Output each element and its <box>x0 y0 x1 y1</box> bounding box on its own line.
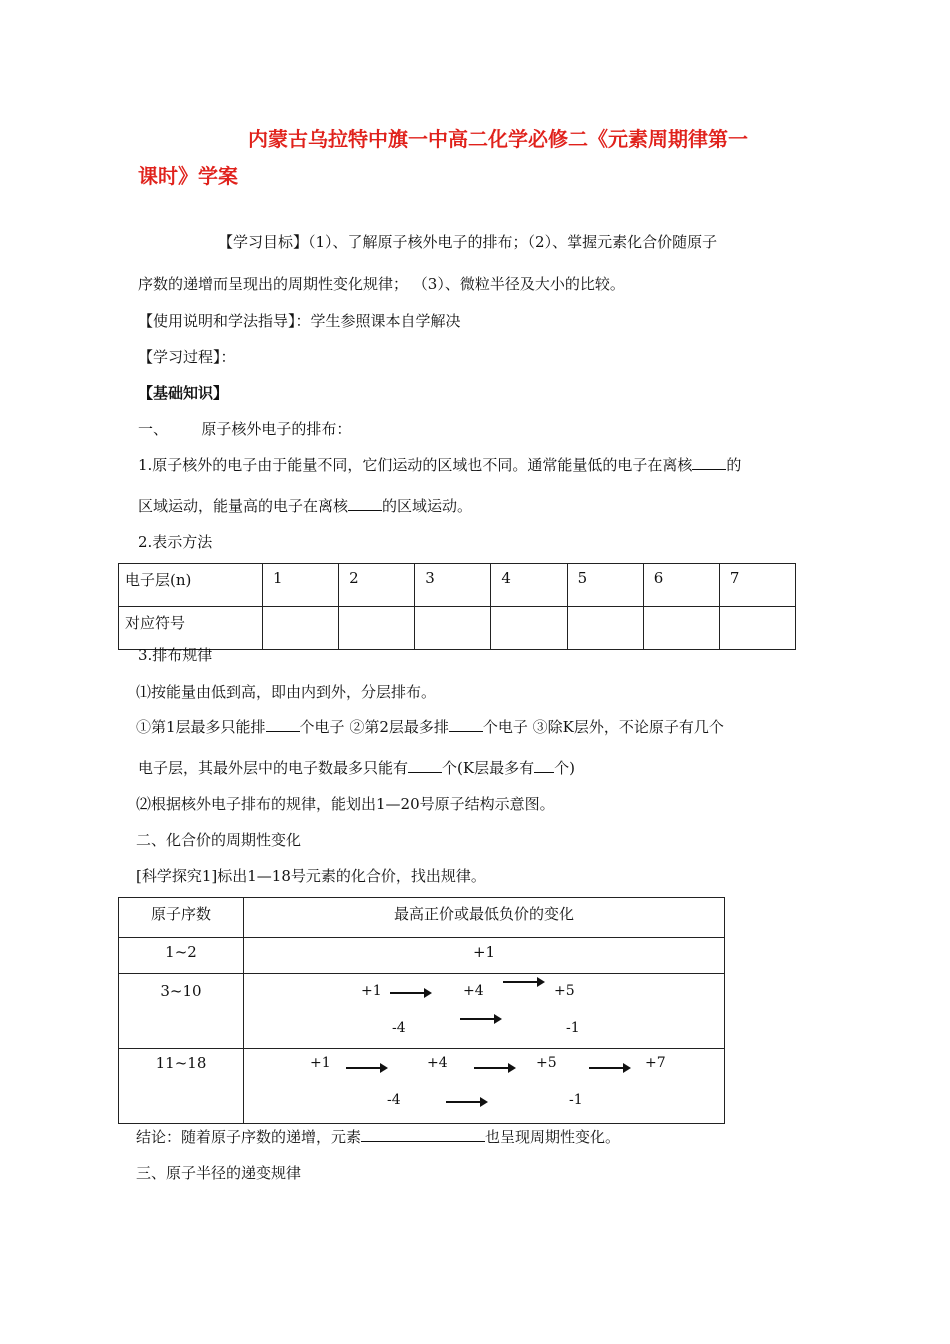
table-cell-empty[interactable] <box>415 607 491 650</box>
valence-value: -4 <box>392 1020 406 1036</box>
rule-text: 个(K层最多有 <box>442 759 535 777</box>
table-cell: 3~10 <box>119 974 244 1049</box>
learning-process: 【学习过程】： <box>138 348 236 366</box>
valence-value: +4 <box>427 1055 448 1071</box>
table-cell-label: 电子层(n) <box>119 564 263 607</box>
valence-value: +7 <box>645 1055 666 1071</box>
table-cell-empty[interactable] <box>567 607 643 650</box>
fill-blank[interactable] <box>361 1127 485 1142</box>
rule-text: ①第1层最多只能排 <box>136 718 266 736</box>
paragraph1-text-a: 1.原子核外的电子由于能量不同，它们运动的区域也不同。通常能量低的电子在离核 <box>138 456 693 474</box>
table-cell-label: 对应符号 <box>119 607 263 650</box>
representation-heading: 2.表示方法 <box>138 533 213 551</box>
table-cell: 6 <box>643 564 719 607</box>
table-cell-empty[interactable] <box>643 607 719 650</box>
table-cell-empty[interactable] <box>719 607 795 650</box>
arrow-right-icon <box>474 1067 514 1069</box>
valence-value: -1 <box>566 1020 580 1036</box>
table-cell: 1~2 <box>119 938 244 974</box>
table-row <box>119 938 725 974</box>
doc-title-line1: 内蒙古乌拉特中旗一中高二化学必修二《元素周期律第一 <box>248 127 748 151</box>
conclusion <box>136 1127 620 1147</box>
electron-shell-table <box>118 563 796 650</box>
learning-goals-line2: 序数的递增而呈现出的周期性变化规律； （3）、微粒半径及大小的比较。 <box>138 275 625 293</box>
table-cell-valence <box>244 1049 725 1124</box>
rule-text: 个电子 ③除K层外，不论原子有几个 <box>482 718 724 736</box>
arrangement-heading: 3.排布规律 <box>138 646 213 664</box>
fill-blank[interactable] <box>449 717 483 732</box>
table-header-atomic-number: 原子序数 <box>119 898 244 938</box>
table-header-valence-change: 最高正价或最低负价的变化 <box>244 898 725 938</box>
table-row <box>119 607 796 650</box>
fill-blank[interactable] <box>534 758 554 773</box>
table-row <box>119 564 796 607</box>
valence-value: +4 <box>463 983 484 999</box>
learning-goals-line1: 【学习目标】（1）、了解原子核外电子的排布；（2）、掌握元素化合价随原子 <box>218 233 718 251</box>
rule-text: 个) <box>554 759 575 777</box>
rule-items-line2 <box>138 758 575 778</box>
arrow-right-icon <box>346 1067 386 1069</box>
table-cell: 1 <box>263 564 339 607</box>
table-cell-valence <box>244 974 725 1049</box>
table-cell-empty[interactable] <box>491 607 567 650</box>
fill-blank[interactable] <box>692 455 726 470</box>
conclusion-text: 结论：随着原子序数的递增，元素 <box>136 1128 362 1146</box>
table-cell: 2 <box>339 564 415 607</box>
paragraph1-text-b: 的 <box>726 456 742 474</box>
rule-1: ⑴按能量由低到高，即由内到外，分层排布。 <box>136 683 437 701</box>
paragraph1-line2 <box>138 496 472 516</box>
paragraph1-line1 <box>138 455 741 475</box>
table-cell: 4 <box>491 564 567 607</box>
rule-2: ⑵根据核外电子排布的规律，能划出1—20号原子结构示意图。 <box>136 795 555 813</box>
paragraph1-text-c: 区域运动，能量高的电子在离核 <box>138 497 349 515</box>
fill-blank[interactable] <box>266 717 300 732</box>
valence-value: -1 <box>569 1092 583 1108</box>
table-row <box>119 898 725 938</box>
paragraph1-text-d: 的区域运动。 <box>382 497 473 515</box>
table-cell: 3 <box>415 564 491 607</box>
arrow-right-icon <box>589 1067 629 1069</box>
valence-value: +1 <box>310 1055 331 1071</box>
table-cell-empty[interactable] <box>339 607 415 650</box>
arrow-right-icon <box>503 981 543 983</box>
table-cell: 11~18 <box>119 1049 244 1124</box>
basic-knowledge-heading: 【基础知识】 <box>138 384 229 402</box>
valence-value: +5 <box>554 983 575 999</box>
valence-value: -4 <box>387 1092 401 1108</box>
rule-text: 电子层，其最外层中的电子数最多只能有 <box>138 759 409 777</box>
table-cell: 5 <box>567 564 643 607</box>
table-cell: +1 <box>244 938 725 974</box>
valence-value: +5 <box>536 1055 557 1071</box>
arrow-right-icon <box>460 1018 500 1020</box>
rule-text: 个电子 ②第2层最多排 <box>299 718 449 736</box>
section1-heading: 一、 原子核外电子的排布： <box>138 420 352 438</box>
arrow-right-icon <box>390 992 430 994</box>
arrow-right-icon <box>446 1101 486 1103</box>
conclusion-text: 也呈现周期性变化。 <box>485 1128 621 1146</box>
table-cell-empty[interactable] <box>263 607 339 650</box>
doc-title-line2: 课时》学案 <box>138 164 238 188</box>
scientific-exploration: [科学探究1]标出1—18号元素的化合价，找出规律。 <box>136 867 486 885</box>
fill-blank[interactable] <box>408 758 442 773</box>
table-row <box>119 974 725 1049</box>
rule-items-line1 <box>136 717 724 737</box>
table-row <box>119 1049 725 1124</box>
valence-table <box>118 897 725 1124</box>
table-cell: 7 <box>719 564 795 607</box>
valence-value: +1 <box>361 983 382 999</box>
section2-heading: 二、化合价的周期性变化 <box>136 831 302 849</box>
section3-heading: 三、原子半径的递变规律 <box>136 1164 302 1182</box>
usage-instructions: 【使用说明和学法指导】：学生参照课本自学解决 <box>138 312 461 330</box>
fill-blank[interactable] <box>348 496 382 511</box>
